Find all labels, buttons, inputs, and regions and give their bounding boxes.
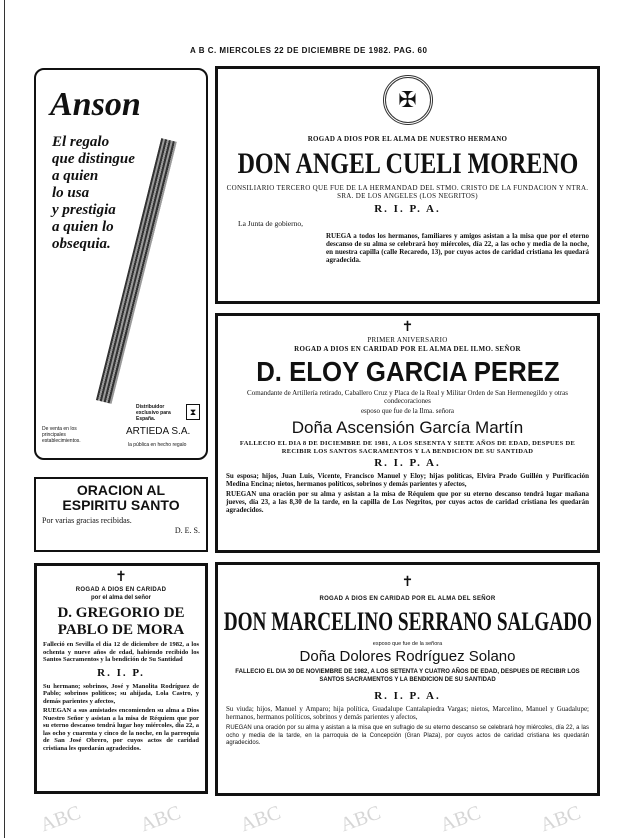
anson-ad [34, 68, 208, 460]
watermark: ABC [337, 801, 384, 837]
deceased-name: D. ELOY GARCIA PEREZ [255, 356, 560, 387]
page-header: A B C. MIERCOLES 22 DE DICIEMBRE DE 1982. PAG. 60 [190, 46, 428, 55]
obituary-cueli: ✠ ROGAD A DIOS POR EL ALMA DE NUESTRO HERMANO DON ANGEL CUELI MORENO CONSILIARIO TERCERO QUE FUE DE LA HERMANDAD DEL STMO. CRISTO DE LA FUNDACION Y NTRA. SRA. DE LOS ANGELES (LOS NEGRITOS) R. I. P. A. La Junta de gobierno, RUEGA a todos los hermanos, familiares y amigos asistan a la misa que por el eterno descanso de su alma se celebrará hoy miércoles, día 22, a las ocho y media de la noche, en nuestra capilla (calle Recaredo, 13), por cuyos actos de caridad cristiana les quedará agradecida. [215, 66, 600, 304]
hourglass-logo-icon: ⧗ [186, 404, 200, 420]
brotherhood-seal-icon: ✠ [383, 75, 433, 125]
oracion-notice: ORACION AL ESPIRITU SANTO Por varias gracias recibidas. D. E. S. [34, 477, 208, 552]
watermark: ABC [437, 801, 484, 837]
ad-brand: Anson [50, 86, 141, 123]
deceased-name: DON ANGEL CUELI MORENO [237, 147, 578, 180]
deceased-name: D. GREGORIO DE PABLO DE MORA [57, 605, 185, 638]
deceased-name: DON MARCELINO SERRANO SALGADO [223, 607, 592, 636]
obituary-marcelino: ✝ ROGAD A DIOS EN CARIDAD POR EL ALMA DEL SEÑOR DON MARCELINO SERRANO SALGADO esposo que fue de la señora Doña Dolores Rodríguez Solano FALLECIO EL DIA 30 DE NOVIEMBRE DE 1982, A LOS SETENTA Y CUATRO AÑOS DE EDAD, DESPUES DE RECIBIR LOS SANTOS SACRAMENTOS Y LA BENDICION DE SU SANTIDAD R. I. P. A. Su viuda; hijos, Manuel y Amparo; hija política, Guadalupe Cantalapiedra Vargas; nietos, Marcelino, Manuel y Guadalupe; hermanos, hermanos políticos, sobrinos y demás parientes y afectos, RUEGAN una oración por su alma y asistan a la misa que en sufragio de su eterno descanso se celebrará hoy miércoles, día 22, a las ocho y media de la tarde, en la parroquia de la Concepción (Gran Plaza), por cuyos actos de caridad cristiana les quedarán agradecidos. [215, 562, 600, 796]
ad-company: ARTIEDA S.A. [126, 426, 191, 437]
ad-sale-text: De venta en los principales establecimientos. [42, 426, 81, 444]
watermark: ABC [37, 801, 84, 837]
cross-icon: ✝ [401, 320, 414, 335]
obituary-eloy: ✝ PRIMER ANIVERSARIO ROGAD A DIOS EN CARIDAD POR EL ALMA DEL ILMO. SEÑOR D. ELOY GARCIA PEREZ Comandante de Artillería retirado, Caballero Cruz y Placa de la Real y Militar Orden de San Hermenegildo y otras condecoraciones esposo que fue de la Ilma. señora Doña Ascensión García Martín FALLECIO EL DIA 8 DE DICIEMBRE DE 1981, A LOS SESENTA Y SIETE AÑOS DE EDAD, DESPUES DE RECIBIR LOS SANTOS SACRAMENTOS Y LA BENDICION DE SU SANTIDAD R. I. P. A. Su esposa; hijos, Juan Luis, Vicente, Francisco Manuel y Eloy; hijas políticas, Elvira Prado Guillén y Purificación Medina Encina; nietos, hermanos políticos, sobrinos y demás parientes y afectos, RUEGAN una oración por su alma y asistan a la misa de Réquiem que por su eterno descanso tendrá lugar mañana jueves, día 23, a las 8,30 de la tarde, en la capilla de Los Negritos, por cuyos actos de caridad cristiana les quedarán agradecidos. [215, 313, 600, 553]
column-rule [4, 0, 5, 838]
watermark: ABC [237, 801, 284, 837]
cross-icon: ✝ [115, 570, 127, 585]
cross-icon: ✝ [401, 575, 414, 590]
ad-slogan: El regalo que distingue a quien lo usa y prestigia a quien lo obsequia. [52, 134, 135, 252]
spouse-name: Doña Ascensión García Martín [291, 418, 524, 437]
ad-distributor: Distribuidor exclusivo para España. [136, 404, 171, 422]
spouse-name: Doña Dolores Rodríguez Solano [299, 648, 516, 665]
obituary-gregorio: ✝ ROGAD A DIOS EN CARIDAD por el alma del señor D. GREGORIO DE PABLO DE MORA Falleció en Sevilla el día 12 de diciembre de 1982, a los ochenta y nueve años de edad, habiendo recibido los Santos Sacramentos y la bendición de Su Santidad R. I. P. Su hermano; sobrinos, José y Manolita Rodríguez de Pablo; sobrinos políticos; su ahijada, Lola Castro, y demás parientes y afectos, RUEGAN a sus amistades encomienden su alma a Dios Nuestro Señor y asistan a la misa de Réquiem que por su eterno descanso tendrá lugar hoy miércoles, día 22, a las ocho y cuarenta y cinco de la noche, en la parroquia de San José Obrero, por cuyos actos de caridad cristiana les quedarán agradecidos. [34, 563, 208, 794]
watermark: ABC [137, 801, 184, 837]
watermark: ABC [537, 801, 584, 837]
ad-company-tag: la pública en hecho regalo [128, 442, 187, 448]
